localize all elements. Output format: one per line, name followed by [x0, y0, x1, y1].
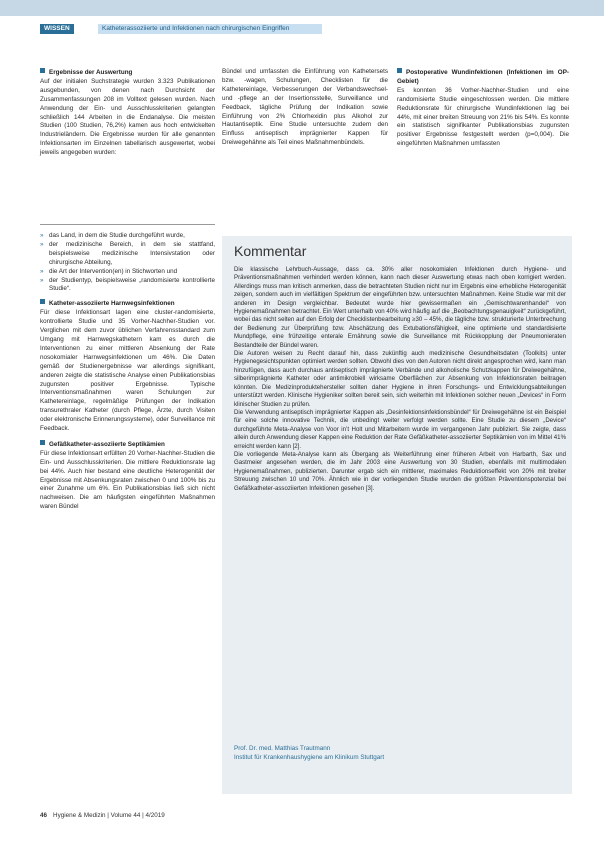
bullet-icon: »: [40, 276, 44, 284]
top-header-strip: [0, 0, 604, 16]
heading-ergebnisse: Ergebnisse der Auswertung: [40, 68, 215, 78]
heading-wundinfektionen: Postoperative Wundinfektionen (Infektionen im OP-Gebiet): [397, 69, 569, 85]
section-subtitle: Katheterassoziierte und Infektionen nach chirurgischen Eingriffen: [98, 24, 322, 34]
section-tag: WISSEN: [40, 24, 74, 34]
comment-paragraph: Die klassische Lehrbuch-Aussage, dass ca. 30% aller nosokomialen Infektionen durch Hygiene- und Präventionsmaßnahmen verhindert werden können, kann nach dieser Auswertung etwas nach oben korrigiert werden. Allerdings muss man kritisch anmerken, dass die betrachteten Studien nicht nur im Ergebnis eine erhebliche Heterogenität zeigen, sondern auch im vielfältigen Spektrum der eingeführten bzw. untersuchten Maßnahmen. Keine Studie war mit der anderen im Design vergleichbar. Bedeutet wurde hier gewissermaßen ein „Gemischtwarenhandel“ von Hygienemaßnahmen betrachtet. Ein Wert unterhalb von 40% wird häufig auf die „Beobachtungsgenauigkeit“ zurückgeführt, wobei das nicht selten auf den Erfolg der Checklistenbearbeitung ≥30 – 45%, die tägliche bzw. strukturierte Unterbrechung der Bedienung zur Überprüfung bzw. Abschätzung des Extubationsfähigkeit, eine optimierte und standardisierte Mundpflege, eine frühzeitige enterale Ernährung sowie die Surveillance mit Rückkopplung der Pneumonieraten Bestandteile der Bündel waren.: [234, 266, 566, 349]
list-item: » das Land, in dem die Studie durchgeführt wurde,: [40, 232, 185, 239]
page-number: 46: [40, 812, 48, 819]
list-item: » die Art der Intervention(en) in Stichworten und: [40, 267, 178, 275]
comment-title: Kommentar: [234, 243, 307, 259]
column-1-top: [40, 68, 215, 158]
bullet-icon: »: [40, 240, 44, 248]
square-bullet-icon: [397, 68, 402, 73]
paragraph-buendel: Bündel und umfassten die Einführung von Kathetersets bzw. -wagen, Schulungen, Checklisten für die Kathetereinlage, Verbesserungen der Verbandswechsel- und -pflege an der Insertionsstelle, Surveillance und Feedback, tägliche Prüfung der Indikation sowie Einführung von 2% Chlorhexidin plus Alkohol zur Hautantiseptik. Eine Studie untersuchte zudem den Einfluss antiseptisch imprägnierter Kappen für Dreiwegehähne als Teil eines Maßnahmenbündels.: [222, 68, 388, 147]
heading-gefaesskatheter: Gefäßkatheter-assoziierte Septikämien: [40, 440, 215, 450]
paragraph-ergebnisse: Auf der initialen Suchstrategie wurden 3.323 Publikationen ausgebunden, von denen nach Durchsicht der Zusammenfassungen 208 im Volltext gelesen wurden. Nach Anwendung der Ein- und Ausschlusskriterien gelangten schließlich 144 Arbeiten in die Endanalyse. Die meisten Studien (100 Studien, 76,2%) kamen aus hoch entwickelten Industrieländern. Die Ergebnisse wurden für alle genannten Infektionsarten im Einzelnen tabellarisch ausgewertet, wobei jeweils angegeben wurden:: [40, 77, 215, 157]
author-name: Prof. Dr. med. Matthias Trautmann: [234, 745, 331, 752]
column-3: [397, 68, 569, 149]
comment-paragraph: Die Verwendung antiseptisch imprägnierter Kappen als „Desinfektionsinfektionsbündel“ für Dreiwegehähne ist ein Beispiel für eine solche innovative Technik, die unbedingt weiter verfolgt werden sollte. Eine Studie zu diesem „Device“ durchgeführte Meta-Analyse von Voor in’t Holt und Mitarbeitern wurde im vergangenen Jahr publiziert. Sie zeigte, dass allein durch Anwendung dieser Kappen eine Reduktion der Rate Gefäßkatheter-assoziierter Septikämien von im Mittel 41% erreicht werden kann [2].: [234, 408, 566, 450]
square-bullet-icon: [40, 440, 45, 445]
paragraph-gefaesskatheter: Für diese Infektionsart erfüllten 20 Vorher-Nachher-Studien die Ein- und Ausschlusskriterien. Die mittlere Reduktionsrate lag bei 44%. Auch hier bestand eine deutliche Heterogenität der Ergebnisse mit Absenkungsraten zwischen 0 und 100% bis zu einer Zunahme um 6%. Ein Publikationsbias ließ sich nicht nachweisen. Die am häufigsten eingeführten Maßnahmen waren Bündel: [40, 449, 216, 511]
paragraph-harnweg: Für diese Infektionsart lagen eine cluster-randomisierte, kontrollierte Studie und 35 Vorher-Nachher-Studien vor. Verglichen mit dem zuvor üblichen Verfahrensstandard zum Umgang mit Harnwegskathetern kam es durch die Interventionen zu einer mittleren Absenkung der Rate nosokomialer Harnwegsinfektionen um 46%. Die Daten gemäß der Studienergebnisse war allerdings signifikant, anderen zeigte die statistische Analyse einen Publikationsbias zugunsten positiver Ergebnisse. Typische Interventionsmaßnahmen waren Schulungen zur Kathetereinlage, regelmäßige Prüfungen der Indikation transurethraler Katheter (durch Pflege, Ärzte, durch Visiten oder elektronische Erinnerungssysteme), oder Surveillance mit Feedback.: [40, 309, 215, 433]
page-footer: [40, 812, 165, 819]
journal-citation: Hygiene & Medizin | Volume 44 | 4/2019: [53, 812, 165, 819]
bullet-icon: »: [40, 267, 44, 275]
column-2: [222, 68, 388, 148]
comment-body: [234, 266, 566, 493]
author-institute: Institut für Krankenhaushygiene am Klinikum Stuttgart: [234, 754, 385, 761]
criteria-list: [40, 232, 215, 294]
heading-harnweg: Katheter-assoziierte Harnwegsinfektionen: [40, 299, 215, 309]
square-bullet-icon: [40, 68, 45, 73]
comment-paragraph: Die Autoren weisen zu Recht darauf hin, dass zukünftig auch medizinische Gesundheitsdaten (Toolkits) unter Hygienegesichtspunkten optimiert werden sollten. Obwohl dies von den Autoren nicht direkt angesprochen wird, kann man hinzufügen, dass auch durchaus antiseptisch imprägnierte Verbände und alkoholische Schutzkappen für Dreiwegehähne, silberimprägnierte Katheter oder antimikrobiell wirksame Oberflächen zur Absenkung von Infektionsraten beitragen könnten. Die Medizinproduktehersteller sollten daher Hygiene in ihren Forschungs- und Entwicklungsabteilungen unterstützt werden. Klinische Hygieniker sollten bereit sein, sich weiterhin mit Infektionen solcher neuen „Devices“ in Form klinischer Studien zu prüfen.: [234, 350, 566, 408]
comment-author: [234, 744, 566, 762]
list-item: » der medizinische Bereich, in dem sie stattfand, beispielsweise medizinische Intensivstation oder chirurgische Abteilung,: [40, 240, 215, 266]
bullet-icon: »: [40, 232, 44, 239]
column-divider: [40, 224, 215, 225]
paragraph-wundinfektionen: Es konnten 36 Vorher-Nachher-Studien und eine randomisierte Studie eingeschlossen werden. Die mittlere Reduktionsrate für chirurgische Wundinfektionen lag bei 44%, mit einer breiten Streuung von 21% bis 54%. Es konnte ein statistisch signifikanter Publikationsbias zugunsten positiver Ergebnisse festgestellt werden (p=0,004). Die eingeführten Maßnahmen umfassten: [397, 86, 569, 148]
list-item: » der Studientyp, beispielsweise „randomisierte kontrollierte Studie“.: [40, 276, 215, 293]
column-1-bottom: [40, 232, 215, 512]
comment-paragraph: Die vorliegende Meta-Analyse kann als Übergang als Weiterführung einer früheren Arbeit von Harbarth, Sax und Gastmeier angesehen werden, die im Jahr 2003 eine Auswertung von 30 Studien, ebenfalls mit multimodalen Hygienemaßnahmen, publizierten. Darunter ergab sich ein mittlerer, maximales Reduktionseffekt von 20% mit breiter Streuung zwischen 10 und 70%. Ähnlich wie in der vorliegenden Studie wurden die größten Präventionspotenzial bei Gefäßkatheter-assoziierten Infektionen gesehen [3].: [234, 450, 566, 492]
square-bullet-icon: [40, 299, 45, 304]
